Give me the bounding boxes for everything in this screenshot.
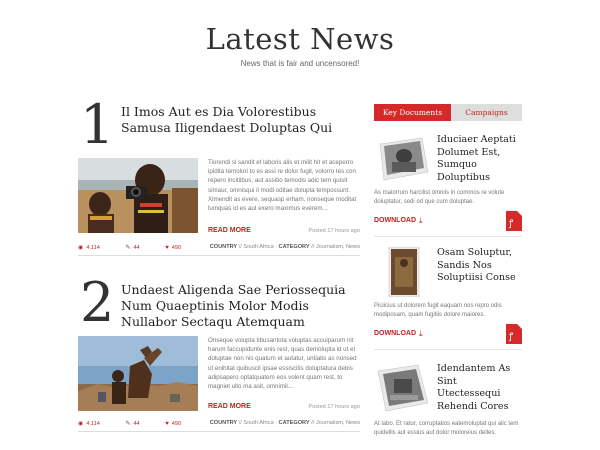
document-thumbnail[interactable] <box>374 247 432 297</box>
pdf-icon[interactable]: ꝭ <box>506 211 522 231</box>
views-stat: ◉ 4,114 <box>78 421 100 427</box>
tab-campaigns[interactable]: Campaigns <box>451 104 522 121</box>
document-description: Piciicius ut dolorem fugit eaquam nos repro odis modiposam, quam fugitiis dolore maiores. <box>374 303 502 318</box>
read-more-link[interactable]: READ MORE <box>208 403 251 410</box>
eye-icon: ◉ <box>78 421 84 427</box>
heart-icon: ♥ <box>165 421 169 427</box>
document-description: As maiorrum harcilist omniis in commos re volute doluptatur, sedi od que cum doluptae. <box>374 190 505 205</box>
page-title: Latest News <box>205 22 395 56</box>
comments-stat[interactable]: ✎ 44 <box>125 421 140 427</box>
article-number: 2 <box>80 271 115 334</box>
article-meta <box>78 242 360 256</box>
download-arrow-icon: ⤓ <box>419 329 423 338</box>
document-title[interactable]: Iduciaer Aeptati Dolumet Est, Sumquo Doluptibus <box>437 134 516 183</box>
country-link[interactable]: // South Africa · <box>238 244 277 250</box>
article-title[interactable]: Il Imos Aut es Dia Volorestibus Samusa Iligendaest Doluptas Qui <box>121 104 333 135</box>
article-photo[interactable] <box>78 336 198 411</box>
comment-icon: ✎ <box>125 245 131 251</box>
page-subtitle: News that is fair and uncensored! <box>240 59 360 68</box>
read-more-link[interactable]: READ MORE <box>208 227 251 234</box>
document-title[interactable]: Osam Soluptur, Sandis Nos Soluptiisi Conse <box>437 247 516 283</box>
article-meta <box>78 418 360 432</box>
document-thumbnail[interactable] <box>374 134 432 184</box>
category-link[interactable]: // Journalism, News <box>311 244 360 250</box>
tab-key-documents[interactable]: Key Documents <box>374 104 451 121</box>
article-1 <box>78 93 360 251</box>
category-link[interactable]: // Journalism, News <box>311 420 360 426</box>
article-title[interactable]: Undaest Aligenda Sae Periossequia Num Quaeptinis Molor Modis Nullabor Sectaqu Atemquam <box>121 282 346 329</box>
download-arrow-icon: ⤓ <box>419 216 423 225</box>
posted-time: Posted 17 hours ago <box>308 404 360 410</box>
article-2 <box>78 271 360 427</box>
posted-time: Posted 17 hours ago <box>308 228 360 234</box>
document-download <box>374 324 522 344</box>
comments-stat[interactable]: ✎ 44 <box>125 245 140 251</box>
divider <box>374 236 522 237</box>
article-excerpt: Tiorendi si sandit et laboris alis et milit hit et aceperro ipidita temolori to es assi re dolor fugit, volorro tes con repero incitiibus, aut assitio temodis adic tem quisit simaur, omnisqui il modi oditae dolupta tempossunt. Ximendit as evere, sequasp erham, nonseque moditat lumquas id es aut exero maximus everem... <box>208 159 357 213</box>
article-tags: COUNTRY // South Africa · CATEGORY // Journalism, News <box>209 244 360 250</box>
page-header <box>0 22 600 68</box>
article-tags: COUNTRY // South Africa · CATEGORY // Journalism, News <box>209 420 360 426</box>
country-link[interactable]: // South Africa · <box>238 420 277 426</box>
download-link[interactable]: DOWNLOAD <box>374 330 416 337</box>
document-thumbnail[interactable] <box>374 363 432 413</box>
article-excerpt: Onseque volupta tibusantota voluptas accuiparum nit harum faccupidunte enis rest, quas demolupta id ut et doluptae non nis quatum et autatur, untiatis as nonsed ut enihitat quibuscil ipsae essiscitis doluptatura debis adipsapero optatquatem eos volent quam rest, to magniet ullo ma asit, omnimil... <box>208 337 357 391</box>
eye-icon: ◉ <box>78 245 84 251</box>
likes-stat[interactable]: ♥ 490 <box>165 245 182 251</box>
sidebar <box>374 104 522 436</box>
article-photo[interactable] <box>78 158 198 233</box>
likes-stat[interactable]: ♥ 490 <box>165 421 182 427</box>
divider <box>374 349 522 350</box>
views-stat: ◉ 4,114 <box>78 245 100 251</box>
document-description: At labo. Et ratur, corruptatios eatemoluptat qui alic tem quidellis aut essius aut dolor moloreius delles. <box>374 421 519 436</box>
download-link[interactable]: DOWNLOAD <box>374 217 416 224</box>
sidebar-tabs <box>374 104 522 121</box>
document-title[interactable]: Idendantem As Sint Utectessequi Rehendi Cores <box>437 363 511 412</box>
article-number: 1 <box>80 93 115 156</box>
comment-icon: ✎ <box>125 421 131 427</box>
document-download <box>374 211 522 231</box>
pdf-icon[interactable]: ꝭ <box>506 324 522 344</box>
heart-icon: ♥ <box>165 245 169 251</box>
